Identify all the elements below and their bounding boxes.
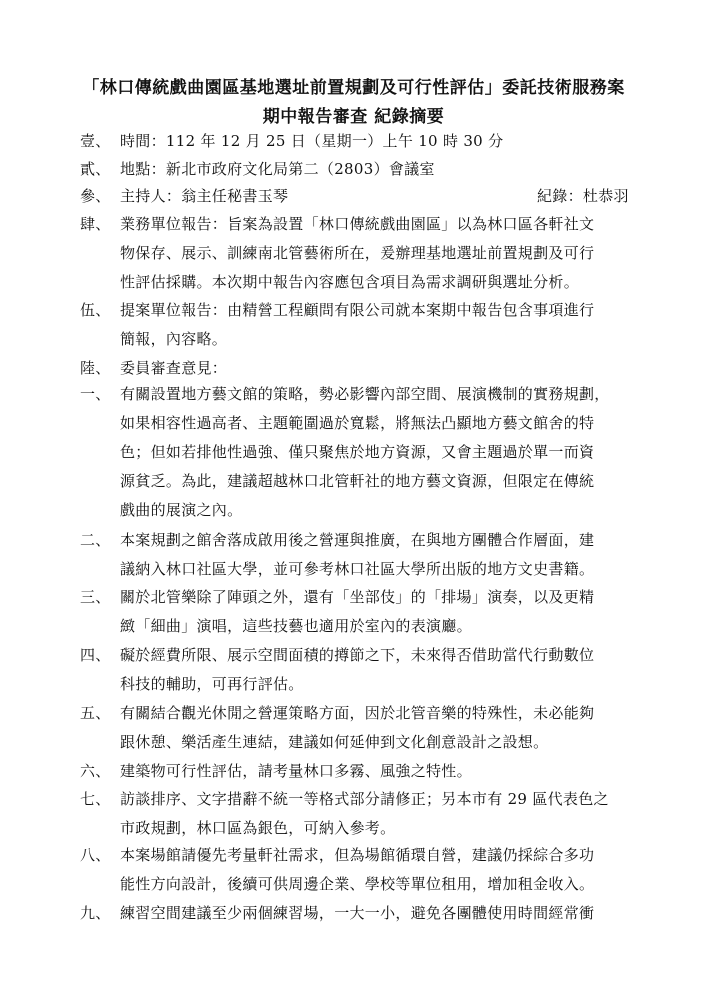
item-text-line: 科技的輔助，可再行評估。 [120, 675, 304, 693]
document-title: 「林口傳統戲曲園區基地選址前置規劃及可行性評估」委託技術服務案 [82, 78, 625, 98]
item-text-line: 跟休憩、樂活產生連結，建議如何延伸到文化創意設計之設想。 [120, 733, 549, 751]
item-number: 貳、 [80, 160, 111, 178]
item-text-line: 緻「細曲」演唱，這些技藝也適用於室內的表演廳。 [120, 617, 472, 635]
item-text-line: 業務單位報告：旨案為設置「林口傳統戲曲園區」以為林口區各軒社文 [120, 215, 595, 233]
item-text-line: 議納入林口社區大學，並可參考林口社區大學所出版的地方文史書籍。 [120, 560, 595, 578]
minutes-item [80, 789, 640, 847]
minutes-item [80, 186, 640, 215]
item-number: 陸、 [80, 359, 111, 377]
item-text-line: 礙於經費所限、展示空間面積的撙節之下，未來得否借助當代行動數位 [120, 646, 595, 664]
item-text-line: 時間：112 年 12 月 25 日（星期一）上午 10 時 30 分 [120, 132, 504, 150]
item-text-line: 市政規劃，林口區為銀色，可納入參考。 [120, 819, 396, 837]
item-number: 伍、 [80, 301, 111, 319]
item-content [120, 358, 640, 387]
item-content [120, 645, 640, 703]
item-number: 參、 [80, 187, 111, 205]
item-text-line: 主持人：翁主任秘書玉琴 [120, 187, 289, 205]
minutes-item [80, 384, 640, 529]
item-number: 三、 [80, 588, 111, 606]
item-text-line: 有關結合觀光休閒之營運策略方面，因於北管音樂的特殊性，未必能夠 [120, 704, 595, 722]
item-content [120, 761, 640, 790]
item-text-line: 本案規劃之館舍落成啟用後之營運與推廣，在與地方團體合作層面，建 [120, 531, 595, 549]
item-number: 四、 [80, 646, 111, 664]
item-content [120, 903, 640, 932]
item-content [120, 845, 640, 903]
item-text-line: 委員審查意見： [120, 359, 228, 377]
item-text-line: 物保存、展示、訓練南北管藝術所在，爰辦理基地選址前置規劃及可行 [120, 244, 595, 262]
minutes-item [80, 214, 640, 301]
item-text-line: 本案場館請優先考量軒社需求，但為場館循環自營，建議仍採綜合多功 [120, 846, 595, 864]
minutes-item [80, 903, 640, 932]
item-number: 二、 [80, 531, 111, 549]
item-text-line: 能性方向設計，後續可供周邊企業、學校等單位租用，增加租金收入。 [120, 875, 595, 893]
item-text-line: 色；但如若排他性過強、僅只聚焦於地方資源，又會主題過於單一而資 [120, 443, 595, 461]
item-number: 壹、 [80, 132, 111, 150]
item-number: 一、 [80, 385, 111, 403]
minutes-item [80, 703, 640, 761]
minutes-item [80, 587, 640, 645]
item-content [120, 186, 640, 215]
item-text-line: 關於北管樂除了陣頭之外，還有「坐部伎」的「排場」演奏，以及更精 [120, 588, 595, 606]
item-content [120, 300, 640, 358]
item-text-line: 戲曲的展演之內。 [120, 501, 243, 519]
minutes-item [80, 358, 640, 387]
item-text-line: 建築物可行性評估，請考量林口多霧、風強之特性。 [120, 762, 472, 780]
item-content [120, 131, 640, 160]
minutes-item [80, 845, 640, 903]
item-text-line: 提案單位報告：由精營工程顧問有限公司就本案期中報告包含事項進行 [120, 301, 595, 319]
minutes-item [80, 159, 640, 188]
recorder-label: 紀錄：杜恭羽 [537, 187, 629, 205]
item-content [120, 703, 640, 761]
item-text-line: 如果相容性過高者、主題範圍過於寬鬆，將無法凸顯地方藝文館舍的特 [120, 414, 595, 432]
item-text-line: 練習空間建議至少兩個練習場，一大一小，避免各團體使用時間經常衝 [120, 904, 595, 922]
item-text-line: 有關設置地方藝文館的策略，勢必影響內部空間、展演機制的實務規劃， [120, 385, 610, 403]
item-text-line: 訪談排序、文字措辭不統一等格式部分請修正；另本市有 29 區代表色之 [120, 790, 609, 808]
item-number: 七、 [80, 790, 111, 808]
item-content [120, 384, 640, 529]
minutes-item [80, 645, 640, 703]
minutes-item [80, 131, 640, 160]
minutes-item [80, 530, 640, 588]
item-text-line: 源貧乏。為此，建議超越林口北管軒社的地方藝文資源，但限定在傳統 [120, 472, 595, 490]
minutes-item [80, 761, 640, 790]
item-text-line: 地點：新北市政府文化局第二（2803）會議室 [120, 160, 435, 178]
item-number: 九、 [80, 904, 111, 922]
item-number: 五、 [80, 704, 111, 722]
item-number: 肆、 [80, 215, 111, 233]
item-content [120, 789, 640, 847]
item-content [120, 214, 640, 301]
item-text-line: 性評估採購。本次期中報告內容應包含項目為需求調研與選址分析。 [120, 273, 580, 291]
document-subtitle: 期中報告審查 紀錄摘要 [262, 107, 445, 127]
minutes-item [80, 300, 640, 358]
item-number: 八、 [80, 846, 111, 864]
item-text-line: 簡報，內容略。 [120, 330, 228, 348]
item-content [120, 159, 640, 188]
item-number: 六、 [80, 762, 111, 780]
item-content [120, 587, 640, 645]
item-content [120, 530, 640, 588]
